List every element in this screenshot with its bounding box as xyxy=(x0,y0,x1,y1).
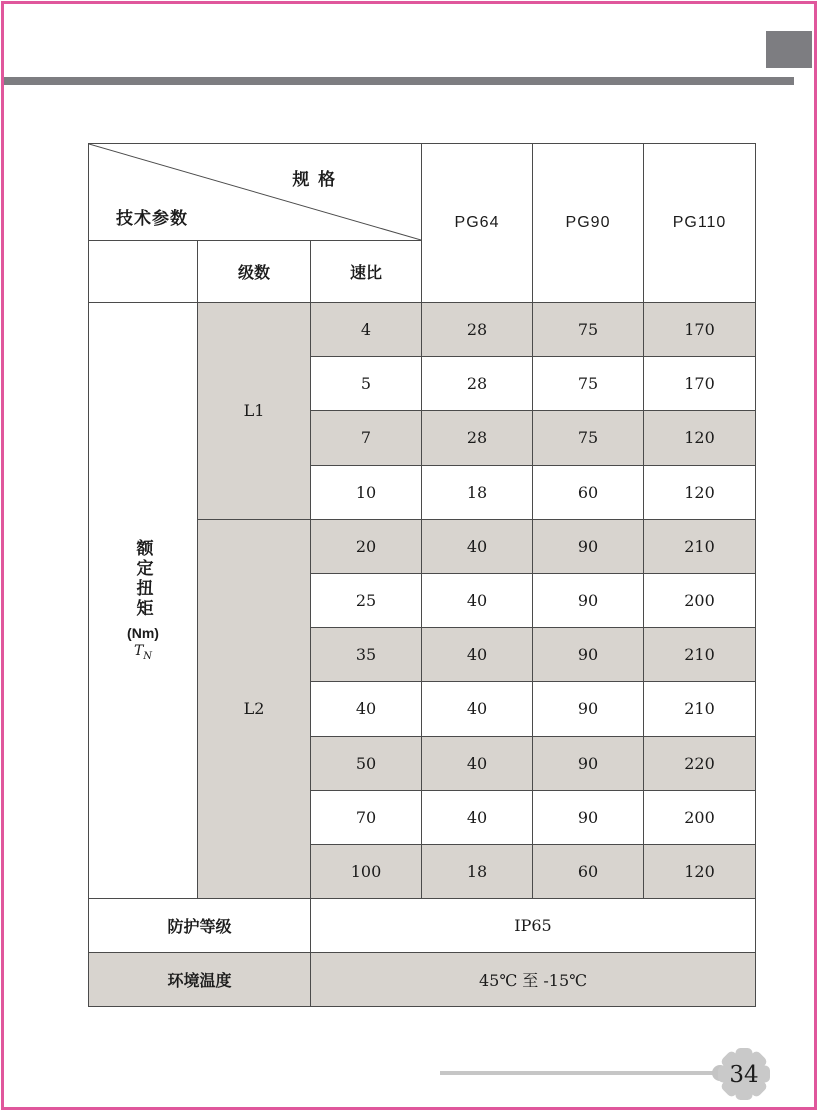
page-number-badge xyxy=(716,1046,772,1102)
value-cell: 170 xyxy=(644,357,756,411)
value-cell: 210 xyxy=(644,628,756,682)
ratio-cell: 100 xyxy=(311,844,422,898)
subheader-ratio: 速比 xyxy=(311,241,422,303)
table-header-row xyxy=(89,144,756,241)
torque-label-cell xyxy=(89,303,198,899)
value-cell: 210 xyxy=(644,682,756,736)
value-cell: 60 xyxy=(533,844,644,898)
value-cell: 60 xyxy=(533,465,644,519)
value-cell: 40 xyxy=(422,736,533,790)
protection-class-value: IP65 xyxy=(311,899,756,953)
value-cell: 120 xyxy=(644,844,756,898)
value-cell: 90 xyxy=(533,573,644,627)
ambient-temp-label: 环境温度 xyxy=(89,953,311,1007)
header-rule-bar xyxy=(4,77,794,85)
diagonal-header-cell xyxy=(89,144,422,241)
value-cell: 40 xyxy=(422,519,533,573)
ratio-cell: 35 xyxy=(311,628,422,682)
param-corner-label: 技术参数 xyxy=(116,209,188,228)
value-cell: 18 xyxy=(422,465,533,519)
torque-label-vertical: 额定扭矩 xyxy=(133,539,153,620)
value-cell: 200 xyxy=(644,573,756,627)
value-cell: 210 xyxy=(644,519,756,573)
value-cell: 40 xyxy=(422,573,533,627)
value-cell: 28 xyxy=(422,411,533,465)
protection-class-label: 防护等级 xyxy=(89,899,311,953)
stage-cell-l2: L2 xyxy=(198,519,311,898)
ratio-cell: 40 xyxy=(311,682,422,736)
table-row xyxy=(89,303,756,357)
value-cell: 170 xyxy=(644,303,756,357)
ratio-cell: 50 xyxy=(311,736,422,790)
value-cell: 90 xyxy=(533,736,644,790)
value-cell: 40 xyxy=(422,682,533,736)
value-cell: 40 xyxy=(422,628,533,682)
ratio-cell: 5 xyxy=(311,357,422,411)
value-cell: 90 xyxy=(533,682,644,736)
value-cell: 200 xyxy=(644,790,756,844)
empty-cell xyxy=(89,241,198,303)
ratio-cell: 25 xyxy=(311,573,422,627)
value-cell: 40 xyxy=(422,790,533,844)
stage-cell-l1: L1 xyxy=(198,303,311,520)
value-cell: 220 xyxy=(644,736,756,790)
header-corner-block xyxy=(766,31,812,68)
value-cell: 90 xyxy=(533,790,644,844)
value-cell: 120 xyxy=(644,411,756,465)
torque-label xyxy=(89,539,197,662)
subheader-stages: 级数 xyxy=(198,241,311,303)
value-cell: 75 xyxy=(533,411,644,465)
table-footer-row xyxy=(89,953,756,1007)
spec-corner-label: 规 格 xyxy=(292,170,338,190)
ambient-temp-value: 45℃ 至 -15℃ xyxy=(311,953,756,1007)
column-header-pg110: PG110 xyxy=(644,144,756,303)
ratio-cell: 70 xyxy=(311,790,422,844)
table-footer-row xyxy=(89,899,756,953)
ratio-cell: 20 xyxy=(311,519,422,573)
ratio-cell: 4 xyxy=(311,303,422,357)
value-cell: 90 xyxy=(533,628,644,682)
ratio-cell: 7 xyxy=(311,411,422,465)
ratio-cell: 10 xyxy=(311,465,422,519)
column-header-pg90: PG90 xyxy=(533,144,644,303)
torque-unit: (Nm) xyxy=(127,625,159,642)
value-cell: 18 xyxy=(422,844,533,898)
torque-symbol: $T_N$ xyxy=(133,643,153,662)
footer-rule-line xyxy=(440,1071,716,1075)
value-cell: 120 xyxy=(644,465,756,519)
column-header-pg64: PG64 xyxy=(422,144,533,303)
page-number: 34 xyxy=(729,1062,759,1088)
spec-table xyxy=(88,143,756,1007)
gear-icon xyxy=(716,1046,772,1102)
value-cell: 90 xyxy=(533,519,644,573)
value-cell: 28 xyxy=(422,357,533,411)
value-cell: 75 xyxy=(533,303,644,357)
value-cell: 28 xyxy=(422,303,533,357)
value-cell: 75 xyxy=(533,357,644,411)
